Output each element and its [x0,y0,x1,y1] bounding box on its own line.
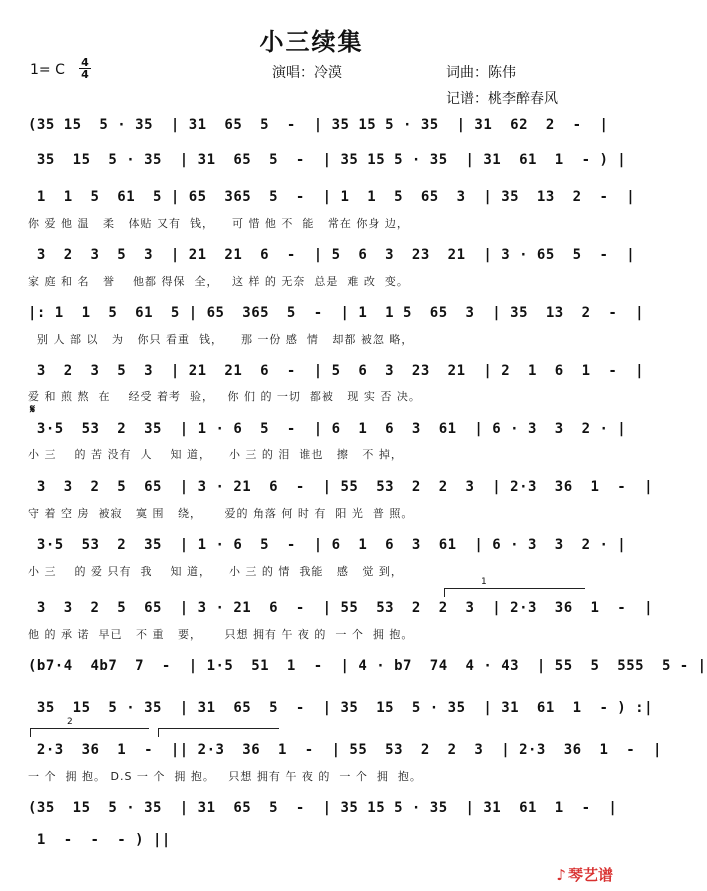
score-line-15: 1 - - - ) || [28,832,171,848]
lyric-line-13: 一 个 拥 抱。 D.S 一 个 拥 抱。 只想 拥有 午 夜 的 一 个 拥 抱。 [28,770,422,783]
site-watermark [556,864,613,885]
volta-bracket-1 [444,577,585,597]
key-signature: 1= C [30,62,65,78]
volta-bracket-2 [30,717,149,737]
score-line-7: 3·5 53 2 35 | 1 · 6 5 - | 6 1 6 3 61 | 6 · 3 3 2 · | [28,421,627,437]
score-line-11: (b7·4 4b7 7 - | 1·5 51 1 - | 4 · b7 74 4 · 43 | 55 5 555 5 - | [28,658,707,674]
score-line-5: |: 1 1 5 61 5 | 65 365 5 - | 1 1 5 65 3 | 35 13 2 - | [28,305,645,321]
score-line-8: 3 3 2 5 65 | 3 · 21 6 - | 55 53 2 2 3 | 2·3 36 1 - | [28,479,654,495]
watermark-brand: 琴艺谱 [567,866,613,884]
score-line-13: 2·3 36 1 - || 2·3 36 1 - | 55 53 2 2 3 | 2·3 36 1 - | [28,742,662,758]
volta-number-2: 2 [67,717,73,727]
notator-credit: 记谱：桃李醉春风 [446,91,558,107]
lyric-line-9: 小 三 的 爱 只有 我 知 道， 小 三 的 情 我能 感 觉 到， [28,565,403,578]
time-signature-bottom: 4 [81,68,89,81]
time-signature [78,57,92,80]
segno-icon: 𝄋 [30,402,36,416]
lyric-line-4: 家 庭 和 名 誉 他都 得保 全， 这 样 的 无奈 总是 难 改 变。 [28,275,409,288]
volta-number-1: 1 [481,577,487,587]
lyric-line-8: 守 着 空 房 被寂 寞 围 绕， 爱的 角落 何 时 有 阳 光 普 照。 [28,507,414,520]
score-line-9: 3·5 53 2 35 | 1 · 6 5 - | 6 1 6 3 61 | 6 · 3 3 2 · | [28,537,627,553]
music-note-icon: ♪ [556,865,566,884]
lyric-line-3: 你 爱 他 温 柔 体贴 又有 钱， 可 惜 他 不 能 常在 你身 边， [28,217,409,230]
time-signature-top: 4 [81,56,89,69]
score-line-1: (35 15 5 · 35 | 31 65 5 - | 35 15 5 · 35 | 31 62 2 - | [28,117,609,133]
lyric-line-6: 爱 和 煎 熬 在 经受 着考 验， 你 们 的 一切 都被 现 实 否 决。 [28,390,421,403]
volta-bracket-2-extension [158,728,279,737]
score-line-10: 3 3 2 5 65 | 3 · 21 6 - | 55 53 2 2 3 | 2·3 36 1 - | [28,600,654,616]
lyric-line-10: 他 的 承 诺 早已 不 重 要， 只想 拥有 午 夜 的 一 个 拥 抱。 [28,628,414,641]
score-line-4: 3 2 3 5 3 | 21 21 6 - | 5 6 3 23 21 | 3 · 65 5 - | [28,247,636,263]
score-line-12: 35 15 5 · 35 | 31 65 5 - | 35 15 5 · 35 | 31 61 1 - ) :| [28,700,654,716]
composer-credit: 词曲：陈伟 [446,65,516,81]
score-line-2: 35 15 5 · 35 | 31 65 5 - | 35 15 5 · 35 | 31 61 1 - ) | [28,152,627,168]
score-line-14: (35 15 5 · 35 | 31 65 5 - | 35 15 5 · 35 | 31 61 1 - | [28,800,618,816]
score-line-3: 1 1 5 61 5 | 65 365 5 - | 1 1 5 65 3 | 35 13 2 - | [28,189,636,205]
lyric-line-7: 小 三 的 苦 没有 人 知 道， 小 三 的 泪 谁也 擦 不 掉， [28,448,403,461]
score-line-6: 3 2 3 5 3 | 21 21 6 - | 5 6 3 23 21 | 2 1 6 1 - | [28,363,645,379]
song-title: 小三续集 [259,28,364,56]
singer-credit: 演唱：冷漠 [272,65,342,81]
lyric-line-5: 别 人 部 以 为 你只 看重 钱， 那 一份 感 情 却都 被忽 略， [28,333,414,346]
